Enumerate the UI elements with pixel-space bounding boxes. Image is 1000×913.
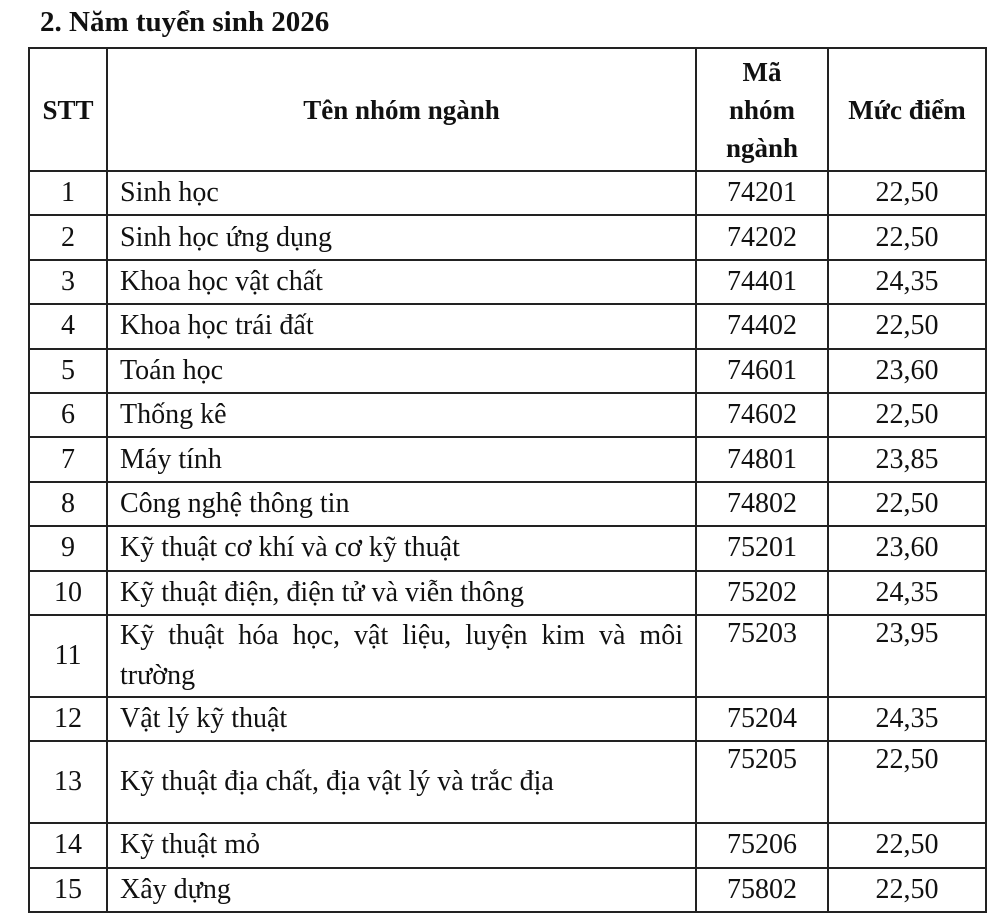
table-row (29, 482, 986, 526)
cell-score: 24,35 (828, 260, 986, 304)
cell-stt: 11 (29, 615, 107, 697)
table-row (29, 741, 986, 823)
header-code-line2: nhóm (728, 94, 796, 125)
cell-group-name: Kỹ thuật điện, điện tử và viễn thông (107, 571, 696, 615)
cell-stt: 14 (29, 823, 107, 867)
cell-stt: 1 (29, 171, 107, 215)
cell-score: 23,60 (828, 349, 986, 393)
cell-group-name: Kỹ thuật địa chất, địa vật lý và trắc địa (107, 741, 696, 823)
cell-group-code: 75205 (696, 741, 828, 823)
table-row (29, 260, 986, 304)
cell-score: 22,50 (828, 868, 986, 912)
cell-score: 22,50 (828, 741, 986, 823)
header-score: Mức điểm (828, 48, 986, 171)
cell-score: 24,35 (828, 571, 986, 615)
cell-group-code: 74201 (696, 171, 828, 215)
cell-group-code: 75206 (696, 823, 828, 867)
cell-score: 23,95 (828, 615, 986, 697)
cell-score: 22,50 (828, 482, 986, 526)
cell-group-name: Vật lý kỹ thuật (107, 697, 696, 741)
table-row (29, 437, 986, 481)
header-stt: STT (29, 48, 107, 171)
cell-group-name: Sinh học ứng dụng (107, 215, 696, 259)
table-header (29, 48, 986, 171)
cell-stt: 13 (29, 741, 107, 823)
cell-stt: 12 (29, 697, 107, 741)
cell-group-name: Công nghệ thông tin (107, 482, 696, 526)
table-row (29, 823, 986, 867)
cell-group-name: Kỹ thuật cơ khí và cơ kỹ thuật (107, 526, 696, 570)
header-row (29, 48, 986, 171)
cell-group-code: 74602 (696, 393, 828, 437)
table-row (29, 171, 986, 215)
cell-score: 22,50 (828, 823, 986, 867)
cell-group-code: 74402 (696, 304, 828, 348)
cell-group-code: 74202 (696, 215, 828, 259)
cell-stt: 15 (29, 868, 107, 912)
admission-score-table (28, 47, 987, 913)
cell-stt: 7 (29, 437, 107, 481)
cell-group-name: Khoa học trái đất (107, 304, 696, 348)
header-code-line1: Mã (742, 56, 782, 87)
cell-group-name: Kỹ thuật mỏ (107, 823, 696, 867)
cell-stt: 10 (29, 571, 107, 615)
table-row (29, 526, 986, 570)
header-group-name: Tên nhóm ngành (107, 48, 696, 171)
header-code-line3: ngành (725, 132, 799, 163)
table-row (29, 615, 986, 697)
cell-score: 22,50 (828, 393, 986, 437)
cell-group-name: Thống kê (107, 393, 696, 437)
cell-group-code: 74802 (696, 482, 828, 526)
cell-stt: 8 (29, 482, 107, 526)
section-heading: 2. Năm tuyển sinh 2026 (40, 6, 330, 38)
cell-group-name: Khoa học vật chất (107, 260, 696, 304)
table-row (29, 697, 986, 741)
cell-group-name: Toán học (107, 349, 696, 393)
cell-group-name: Xây dựng (107, 868, 696, 912)
cell-stt: 2 (29, 215, 107, 259)
cell-group-code: 75204 (696, 697, 828, 741)
cell-group-name: Sinh học (107, 171, 696, 215)
cell-score: 23,60 (828, 526, 986, 570)
table-row (29, 393, 986, 437)
cell-score: 23,85 (828, 437, 986, 481)
table-row (29, 349, 986, 393)
cell-score: 22,50 (828, 215, 986, 259)
table-row (29, 571, 986, 615)
cell-group-code: 75202 (696, 571, 828, 615)
cell-group-code: 75802 (696, 868, 828, 912)
cell-group-name: Máy tính (107, 437, 696, 481)
cell-score: 22,50 (828, 304, 986, 348)
table-row (29, 868, 986, 912)
cell-group-code: 75201 (696, 526, 828, 570)
cell-stt: 3 (29, 260, 107, 304)
cell-group-code: 74401 (696, 260, 828, 304)
cell-stt: 6 (29, 393, 107, 437)
cell-score: 24,35 (828, 697, 986, 741)
cell-group-code: 74801 (696, 437, 828, 481)
table-row (29, 215, 986, 259)
cell-score: 22,50 (828, 171, 986, 215)
header-group-code (696, 48, 828, 171)
cell-stt: 9 (29, 526, 107, 570)
table-body (29, 171, 986, 912)
table-row (29, 304, 986, 348)
cell-stt: 5 (29, 349, 107, 393)
cell-group-name: Kỹ thuật hóa học, vật liệu, luyện kim và môi trường (107, 615, 696, 697)
cell-group-code: 74601 (696, 349, 828, 393)
cell-stt: 4 (29, 304, 107, 348)
cell-group-code: 75203 (696, 615, 828, 697)
